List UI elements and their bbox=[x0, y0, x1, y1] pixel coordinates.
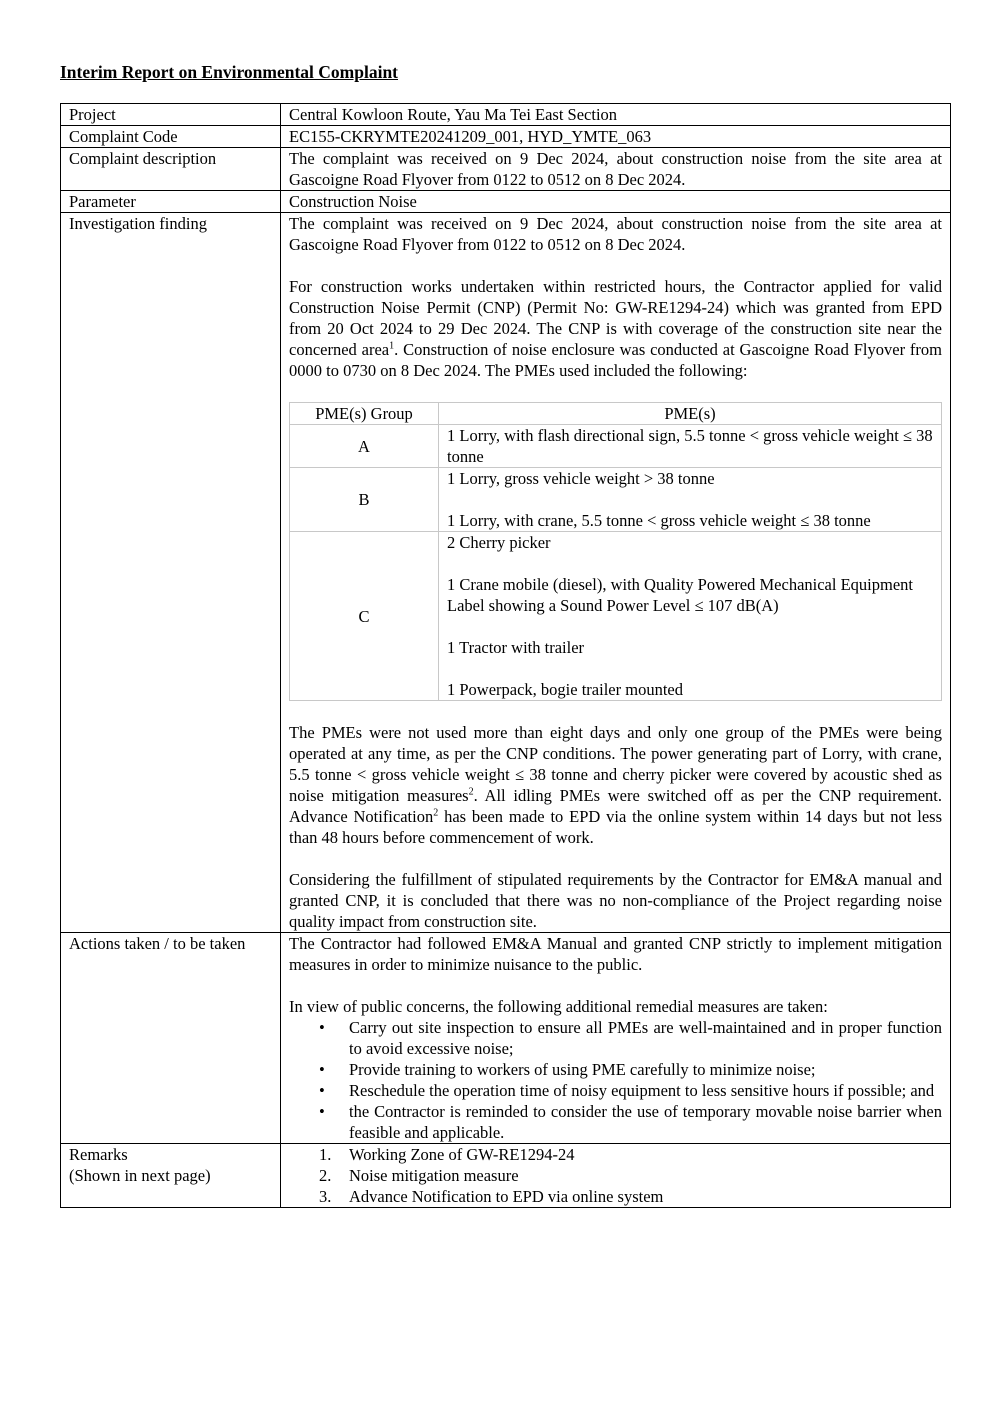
pme-c-item-3: 1 Tractor with trailer bbox=[447, 638, 585, 657]
remark-text: Noise mitigation measure bbox=[349, 1166, 519, 1185]
remarks-label: Remarks bbox=[69, 1145, 128, 1164]
remark-number: 2. bbox=[319, 1166, 332, 1185]
investigation-finding-label: Investigation finding bbox=[61, 213, 281, 933]
remark-text: Advance Notification to EPD via online system bbox=[349, 1187, 664, 1206]
investigation-p2-text-b: . Construction of noise enclosure was conducted at Gascoigne Road Flyover from 0000 to 0730 on 8 Dec 2024. The PMEs used included the following: bbox=[289, 340, 942, 380]
pme-a-items bbox=[439, 425, 942, 468]
remarks-label-cell bbox=[61, 1144, 281, 1208]
remarks-sublabel: (Shown in next page) bbox=[69, 1166, 211, 1185]
complaint-description-value: The complaint was received on 9 Dec 2024, about construction noise from the site area at Gascoigne Road Flyover from 0122 to 0512 on 8 Dec 2024. bbox=[281, 148, 951, 191]
pme-row-a bbox=[290, 425, 942, 468]
investigation-p3-text-c: has been made to EPD via the online system within 14 days but not less than 48 hours before commencement of work. bbox=[289, 807, 942, 847]
pme-header-group: PME(s) Group bbox=[290, 403, 439, 425]
project-value: Central Kowloon Route, Yau Ma Tei East Section bbox=[281, 104, 951, 126]
remedial-measure-item: • Carry out site inspection to ensure all PMEs are well-maintained and in proper function to avoid excessive noise; bbox=[349, 1017, 942, 1059]
remark-item bbox=[319, 1186, 942, 1207]
row-investigation-finding bbox=[61, 213, 951, 933]
investigation-p3-text-a: The PMEs were not used more than eight days and only one group of the PMEs were being operated at any time, as per the CNP conditions. The power generating part of Lorry, with crane, 5.5 tonne < gross vehicle weight ≤ 38 tonne and cherry picker were covered by acoustic shed as noise mitigation measures bbox=[289, 723, 942, 805]
remark-text: Working Zone of GW-RE1294-24 bbox=[349, 1145, 575, 1164]
row-parameter bbox=[61, 191, 951, 213]
complaint-code-value: EC155-CKRYMTE20241209_001, HYD_YMTE_063 bbox=[281, 126, 951, 148]
pme-group-c: C bbox=[290, 532, 439, 701]
investigation-paragraph-4: Considering the fulfillment of stipulated requirements by the Contractor for EM&A manual and granted CNP, it is concluded that there was no non-compliance of the Project regarding noise quality impact from construction site. bbox=[289, 870, 942, 931]
footnote-ref-2b: 2 bbox=[433, 807, 439, 819]
investigation-paragraph-2 bbox=[289, 276, 942, 381]
pme-c-item-2: 1 Crane mobile (diesel), with Quality Powered Mechanical Equipment Label showing a Sound Power Level ≤ 107 dB(A) bbox=[447, 575, 913, 615]
remark-number: 1. bbox=[319, 1145, 332, 1164]
pme-c-item-4: 1 Powerpack, bogie trailer mounted bbox=[447, 680, 683, 699]
actions-taken-value bbox=[281, 933, 951, 1144]
footnote-ref-2a: 2 bbox=[468, 786, 474, 798]
remark-item bbox=[319, 1144, 942, 1165]
pme-header-items: PME(s) bbox=[439, 403, 942, 425]
pme-b-item-2: 1 Lorry, with crane, 5.5 tonne < gross vehicle weight ≤ 38 tonne bbox=[447, 511, 871, 530]
pme-c-item-1: 2 Cherry picker bbox=[447, 533, 551, 552]
remark-item bbox=[319, 1165, 942, 1186]
parameter-value: Construction Noise bbox=[281, 191, 951, 213]
remedial-measure-item: • Reschedule the operation time of noisy equipment to less sensitive hours if possible; and bbox=[349, 1080, 942, 1101]
row-complaint-description bbox=[61, 148, 951, 191]
pme-c-items bbox=[439, 532, 942, 701]
pme-header-row bbox=[290, 403, 942, 425]
row-actions-taken bbox=[61, 933, 951, 1144]
investigation-p2-text-a: For construction works undertaken within restricted hours, the Contractor applied for valid Construction Noise Permit (CNP) (Permit No: GW-RE1294-24) which was granted from EPD from 20 Oct 2024 to 29 Dec 2024. The CNP is with coverage of the construction site near the concerned area bbox=[289, 277, 942, 359]
complaint-table bbox=[60, 103, 951, 1208]
complaint-description-label: Complaint description bbox=[61, 148, 281, 191]
investigation-paragraph-3 bbox=[289, 722, 942, 848]
row-complaint-code bbox=[61, 126, 951, 148]
footnote-ref-1: 1 bbox=[389, 340, 395, 352]
actions-taken-label: Actions taken / to be taken bbox=[61, 933, 281, 1144]
remarks-value bbox=[281, 1144, 951, 1208]
pme-row-c bbox=[290, 532, 942, 701]
pme-b-item-1: 1 Lorry, gross vehicle weight > 38 tonne bbox=[447, 469, 715, 488]
investigation-finding-value bbox=[281, 213, 951, 933]
row-remarks bbox=[61, 1144, 951, 1208]
investigation-p3-text-b: . All idling PMEs were switched off as per the CNP requirement. Advance Notification bbox=[289, 786, 943, 826]
pme-table bbox=[289, 402, 942, 701]
project-label: Project bbox=[61, 104, 281, 126]
pme-a-item-1: 1 Lorry, with flash directional sign, 5.5 tonne < gross vehicle weight ≤ 38 tonne bbox=[447, 426, 933, 466]
remedial-measure-item: • Provide training to workers of using PME carefully to minimize noise; bbox=[349, 1059, 942, 1080]
pme-group-b: B bbox=[290, 468, 439, 532]
remedial-measure-item: • the Contractor is reminded to consider the use of temporary movable noise barrier when feasible and applicable. bbox=[349, 1101, 942, 1143]
actions-paragraph-2: In view of public concerns, the following additional remedial measures are taken: bbox=[289, 997, 828, 1016]
remedial-measures-list bbox=[289, 1017, 942, 1143]
pme-row-b bbox=[290, 468, 942, 532]
report-title: Interim Report on Environmental Complaint bbox=[60, 62, 399, 82]
complaint-code-label: Complaint Code bbox=[61, 126, 281, 148]
pme-group-a: A bbox=[290, 425, 439, 468]
pme-b-items bbox=[439, 468, 942, 532]
remark-number: 3. bbox=[319, 1187, 332, 1206]
row-project bbox=[61, 104, 951, 126]
actions-paragraph-1: The Contractor had followed EM&A Manual and granted CNP strictly to implement mitigation measures in order to minimize nuisance to the public. bbox=[289, 934, 942, 974]
remarks-list bbox=[289, 1144, 942, 1207]
investigation-paragraph-1: The complaint was received on 9 Dec 2024, about construction noise from the site area at Gascoigne Road Flyover from 0122 to 0512 on 8 Dec 2024. bbox=[289, 214, 942, 254]
parameter-label: Parameter bbox=[61, 191, 281, 213]
